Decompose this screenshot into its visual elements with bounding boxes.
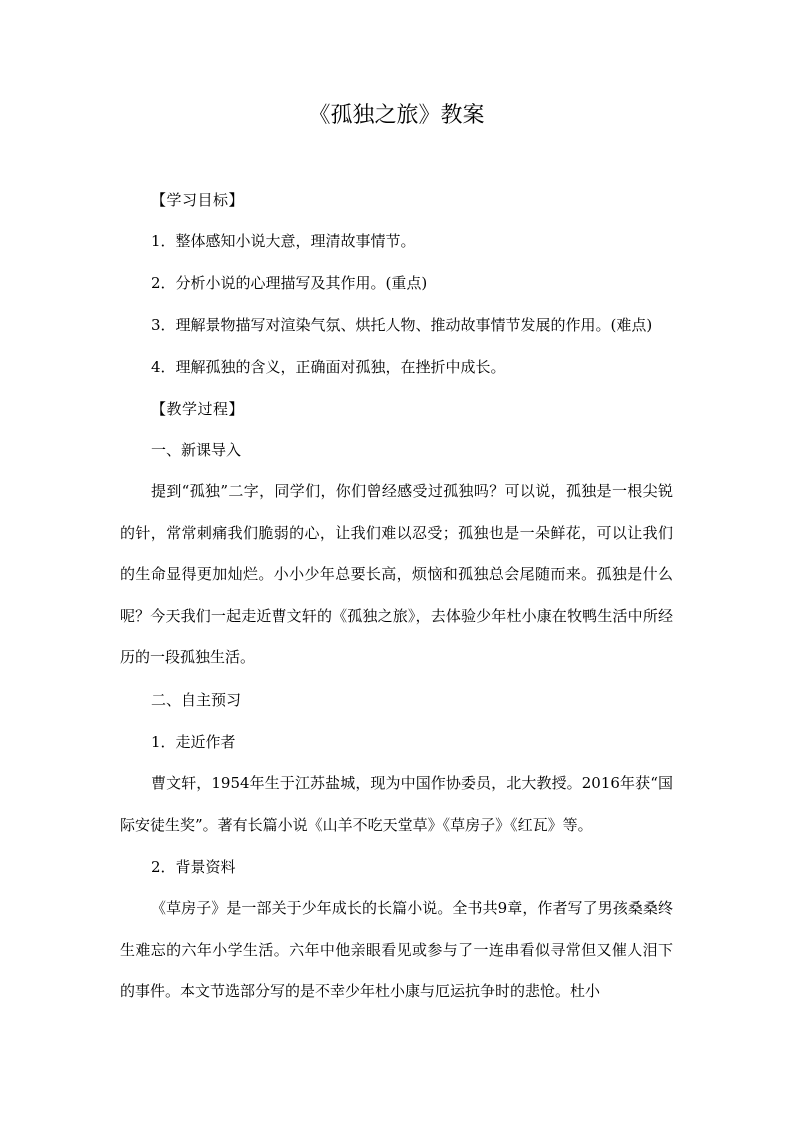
objective-item-2: 2．分析小说的心理描写及其作用。(重点) — [151, 274, 428, 292]
process-heading: 【教学过程】 — [151, 400, 245, 418]
background-paragraph: 《草房子》是一部关于少年成长的长篇小说。全书共9章，作者写了男孩桑桑终生难忘的六年小学生活。六年中他亲眼看见或参与了一连串看似寻常但又催人泪下的事件。本文节选部分写的是不幸少年杜小康与厄运抗争时的悲怆。杜小 — [120, 899, 673, 1001]
subsection-heading-author: 1．走近作者 — [151, 733, 236, 751]
objective-item-1: 1．整体感知小说大意，理清故事情节。 — [151, 232, 416, 250]
document-title: 《孤独之旅》教案 — [308, 103, 485, 128]
objective-item-4: 4．理解孤独的含义，正确面对孤独，在挫折中成长。 — [151, 358, 506, 376]
subsection-heading-background: 2．背景资料 — [151, 858, 236, 876]
author-paragraph: 曹文轩，1954年生于江苏盐城，现为中国作协委员，北大教授。2016年获“国际安徒生奖”。著有长篇小说《山羊不吃天堂草》《草房子》《红瓦》等。 — [120, 774, 673, 834]
objectives-heading: 【学习目标】 — [151, 191, 245, 209]
section-heading-intro: 一、新课导入 — [151, 441, 242, 459]
section-heading-preview: 二、自主预习 — [151, 691, 242, 709]
objective-item-3: 3．理解景物描写对渲染气氛、烘托人物、推动故事情节发展的作用。(难点) — [151, 316, 653, 334]
intro-paragraph: 提到“孤独”二字，同学们，你们曾经感受过孤独吗？可以说，孤独是一根尖锐的针，常常刺痛我们脆弱的心，让我们难以忍受；孤独也是一朵鲜花，可以让我们的生命显得更加灿烂。小小少年总要长高，烦恼和孤独总会尾随而来。孤独是什么呢？今天我们一起走近曹文轩的《孤独之旅》，去体验少年杜小康在牧鸭生活中所经历的一段孤独生活。 — [120, 482, 673, 667]
